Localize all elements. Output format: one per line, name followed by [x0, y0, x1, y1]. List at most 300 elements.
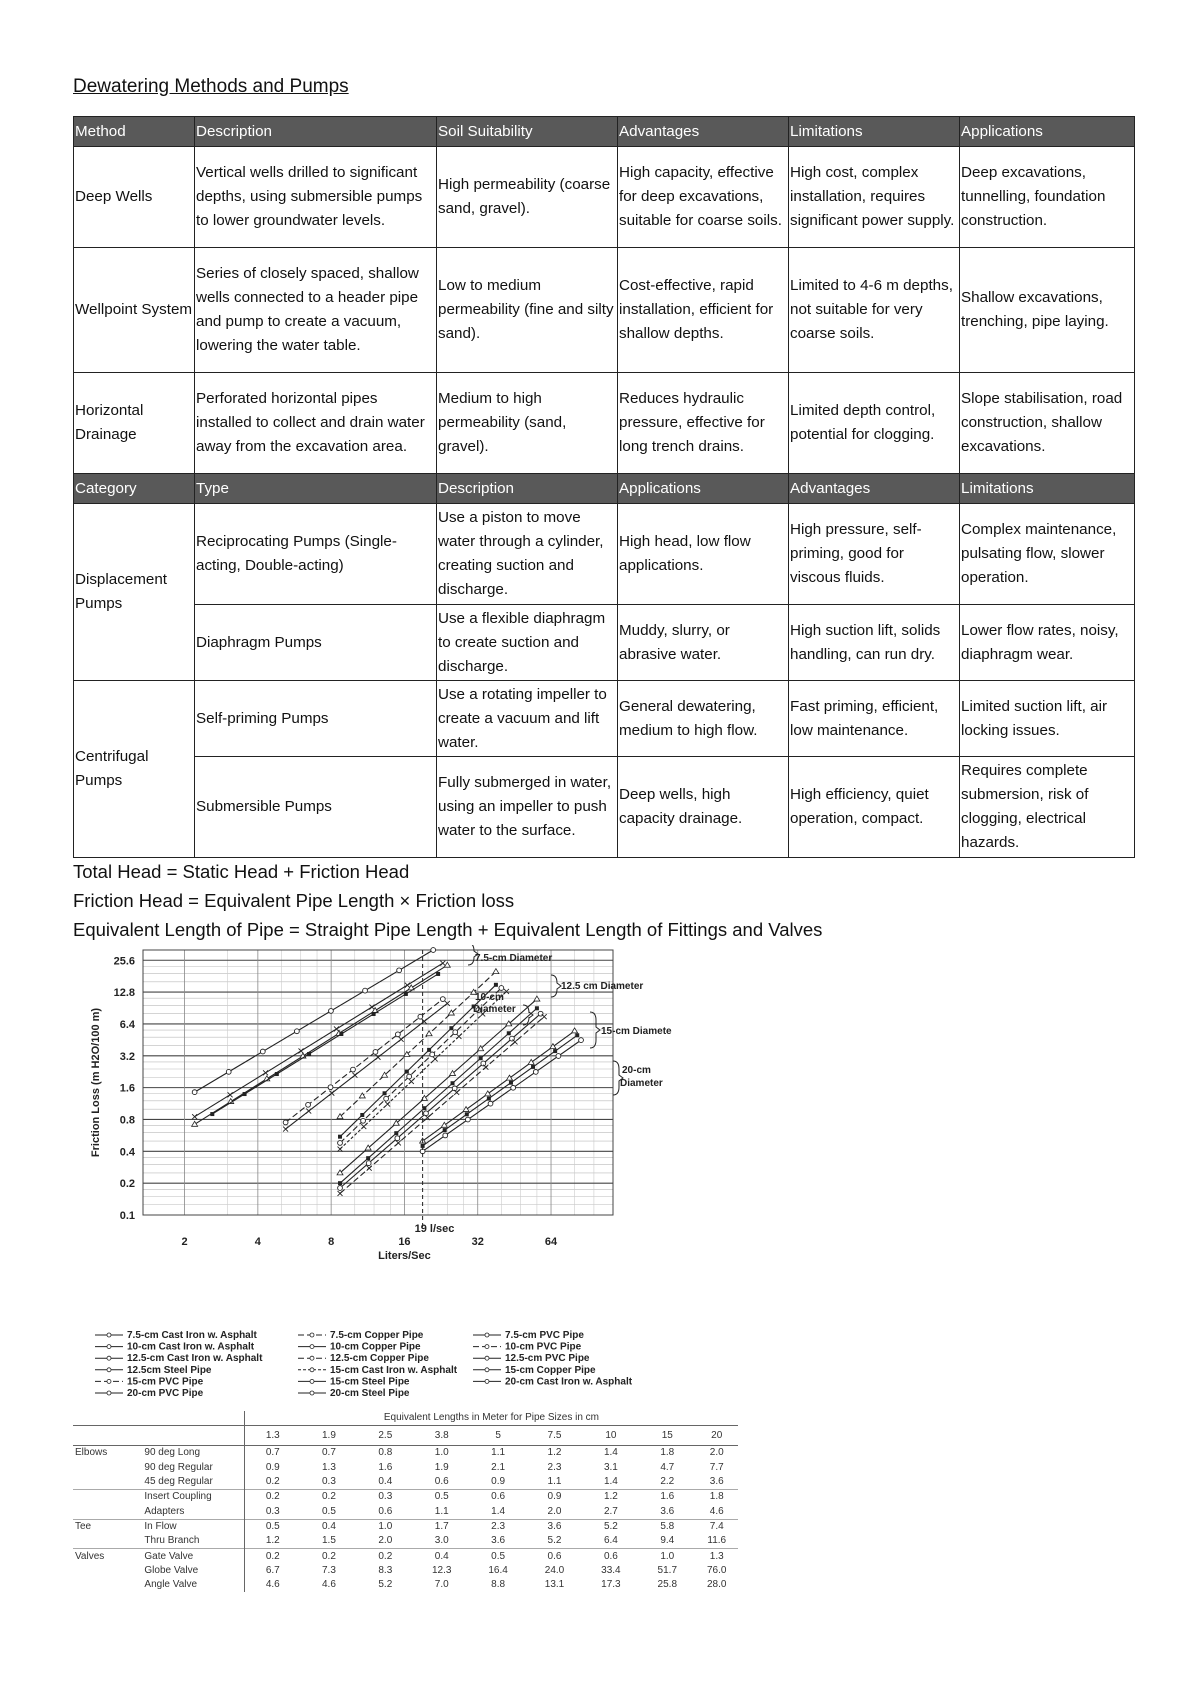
equiv-length-value: 1.0	[357, 1519, 413, 1534]
header-advantages: Advantages	[618, 117, 789, 147]
pump-limitations: Limited suction lift, air locking issues.	[960, 681, 1135, 757]
fitting-name: 90 deg Regular	[142, 1461, 244, 1475]
series-marker	[385, 1102, 390, 1107]
series-marker	[363, 988, 368, 993]
formula-equivalent-length: Equivalent Length of Pipe = Straight Pipe Length + Equivalent Length of Fittings and Valves	[73, 919, 823, 940]
pump-category: Displacement Pumps	[74, 504, 195, 681]
method-applications: Shallow excavations, trenching, pipe laying.	[960, 248, 1135, 373]
table-row	[73, 1578, 738, 1592]
legend-entry: 20-cm PVC Pipe	[127, 1388, 204, 1399]
equiv-length-value: 1.8	[695, 1490, 738, 1505]
equiv-length-value: 4.6	[321, 1579, 336, 1591]
series-marker	[338, 1191, 343, 1196]
series-marker	[465, 1112, 469, 1116]
method-name: Horizontal Drainage	[74, 373, 195, 474]
equiv-length-value: 7.7	[709, 1461, 724, 1473]
pump-description: Use a piston to move water through a cylinder, creating suction and discharge.	[437, 504, 618, 605]
equiv-length-value: 1.6	[378, 1461, 393, 1473]
equiv-length-value: 0.9	[526, 1490, 582, 1505]
series-marker	[283, 1127, 288, 1132]
equiv-length-value: 0.6	[434, 1476, 449, 1488]
method-name: Deep Wells	[74, 147, 195, 248]
series-marker	[533, 1069, 538, 1074]
series-marker	[405, 983, 410, 988]
table-row	[74, 373, 1135, 474]
series-marker	[553, 1049, 557, 1053]
equiv-length-value: 5.2	[547, 1535, 562, 1547]
pump-advantages: High suction lift, solids handling, can run dry.	[789, 605, 960, 681]
chart-series	[192, 948, 584, 1196]
series-marker	[334, 1026, 339, 1031]
equiv-length-value: 5.2	[378, 1579, 393, 1591]
equiv-length-value: 7.4	[695, 1519, 738, 1534]
equiv-length-value: 1.6	[639, 1490, 695, 1505]
table-row	[74, 504, 1135, 605]
series-marker	[513, 1039, 518, 1044]
equiv-length-value: 0.5	[470, 1549, 526, 1564]
equiv-length-value: 2.0	[378, 1535, 393, 1547]
header-applications: Applications	[618, 474, 789, 504]
legend-marker	[107, 1391, 111, 1395]
fitting-name: Thru Branch	[142, 1534, 244, 1549]
fitting-group	[73, 1475, 142, 1490]
diameter-label: Diameter	[473, 1004, 516, 1015]
legend-entry: 15-cm Steel Pipe	[330, 1376, 410, 1388]
equiv-length-value: 1.4	[491, 1505, 506, 1517]
y-tick-label: 25.6	[113, 955, 135, 968]
friction-loss-chart	[73, 945, 673, 1405]
legend-marker	[310, 1345, 314, 1349]
series-marker	[226, 1069, 231, 1074]
equiv-length-value: 6.4	[603, 1535, 618, 1547]
legend-marker	[107, 1333, 111, 1337]
series-marker	[433, 1056, 438, 1061]
pump-description: Fully submerged in water, using an impeller to push water to the surface.	[437, 757, 618, 858]
series-marker	[407, 1074, 412, 1079]
table-row	[73, 1504, 738, 1519]
series-marker	[275, 1072, 279, 1076]
pipe-size-header: 3.8	[414, 1426, 470, 1446]
fitting-group	[73, 1564, 142, 1578]
series-marker	[440, 997, 445, 1002]
equiv-length-value: 0.6	[526, 1549, 582, 1564]
y-tick-label: 0.2	[119, 1178, 135, 1191]
fitting-group	[73, 1534, 142, 1549]
series-marker	[338, 1141, 343, 1146]
equiv-length-value: 5.8	[639, 1519, 695, 1534]
series-marker	[534, 996, 540, 1001]
equiv-length-value: 8.3	[378, 1564, 393, 1576]
equiv-length-value: 0.2	[357, 1549, 413, 1564]
pipe-size-header: 10	[583, 1426, 639, 1446]
x-tick-label: 4	[254, 1236, 261, 1248]
equiv-length-value: 13.1	[544, 1579, 565, 1591]
header-limitations: Limitations	[789, 117, 960, 147]
method-advantages: High capacity, effective for deep excavations, suitable for coarse soils.	[618, 147, 789, 248]
pump-limitations: Requires complete submersion, risk of clogging, electrical hazards.	[960, 757, 1135, 858]
equiv-length-value: 16.4	[488, 1564, 508, 1576]
pipe-size-header: 7.5	[526, 1426, 582, 1446]
formula-friction-head: Friction Head = Equivalent Pipe Length × Friction loss	[73, 890, 515, 911]
series-marker	[328, 1085, 333, 1090]
equiv-length-value: 51.7	[657, 1564, 678, 1576]
series-marker	[456, 1034, 461, 1039]
pump-applications: General dewatering, medium to high flow.	[618, 681, 789, 757]
method-soil: Low to medium permeability (fine and silty sand).	[437, 248, 618, 373]
series-marker	[307, 1052, 311, 1056]
equiv-length-value: 1.3	[321, 1461, 336, 1473]
equiv-length-value: 76.0	[707, 1564, 727, 1576]
equiv-length-value: 3.6	[526, 1519, 582, 1534]
pump-type: Submersible Pumps	[195, 757, 437, 858]
table-row	[74, 605, 1135, 681]
series-marker	[535, 1006, 539, 1010]
equiv-length-value: 0.7	[321, 1447, 336, 1459]
method-applications: Deep excavations, tunnelling, foundation construction.	[960, 147, 1135, 248]
fitting-group	[73, 1504, 142, 1519]
series-marker	[511, 1085, 516, 1090]
series-marker	[210, 1112, 214, 1116]
series-marker	[373, 1050, 378, 1055]
pump-applications: Deep wells, high capacity drainage.	[618, 757, 789, 858]
legend-entry: 15-cm Cast Iron w. Asphalt	[330, 1364, 458, 1376]
equiv-length-value: 2.3	[470, 1519, 526, 1534]
equiv-length-value: 0.5	[321, 1505, 336, 1517]
equiv-length-value: 8.8	[491, 1579, 506, 1591]
header-method: Method	[74, 117, 195, 147]
plot-frame	[143, 950, 613, 1215]
equiv-length-value: 3.6	[660, 1505, 675, 1517]
series-marker	[424, 1111, 429, 1116]
header-soil-suitability: Soil Suitability	[437, 117, 618, 147]
equiv-length-value: 7.0	[434, 1579, 449, 1591]
y-tick-label: 0.8	[119, 1114, 135, 1127]
series-marker	[394, 1131, 398, 1135]
header-type: Type	[195, 474, 437, 504]
equiv-length-value: 4.6	[265, 1579, 280, 1591]
method-limitations: Limited to 4-6 m depths, not suitable for very coarse soils.	[789, 248, 960, 373]
equiv-length-value: 1.0	[639, 1549, 695, 1564]
y-tick-label: 0.4	[119, 1146, 135, 1159]
pump-type: Diaphragm Pumps	[195, 605, 437, 681]
series-marker	[366, 1161, 371, 1166]
equiv-length-value: 25.8	[657, 1579, 678, 1591]
legend-marker	[310, 1379, 314, 1383]
equiv-length-value: 12.3	[431, 1564, 452, 1576]
series-marker	[487, 1096, 491, 1100]
equiv-length-value: 1.4	[603, 1476, 618, 1488]
diameter-label: 10-cm	[475, 992, 504, 1003]
diameter-label: 15-cm Diamete	[601, 1026, 672, 1037]
equiv-table-title: Equivalent Lengths in Meter for Pipe Sizes in cm	[383, 1412, 599, 1424]
fitting-name: In Flow	[142, 1519, 244, 1534]
equiv-length-value: 0.6	[470, 1490, 526, 1505]
equiv-length-value: 1.1	[491, 1447, 506, 1459]
series-marker	[507, 1031, 511, 1035]
legend-entry: 7.5-cm Copper Pipe	[330, 1330, 424, 1341]
series-marker	[306, 1102, 311, 1107]
series-marker	[338, 1181, 342, 1185]
y-axis-label: Friction Loss (m H2O/100 m)	[90, 1007, 102, 1158]
equiv-length-value: 7.3	[321, 1564, 336, 1576]
equiv-length-value: 5.2	[583, 1519, 639, 1534]
legend-entry: 20-cm Steel Pipe	[330, 1388, 410, 1399]
fitting-group: Valves	[73, 1549, 142, 1564]
diameter-label: Diameter	[620, 1078, 663, 1089]
equiv-length-value: 11.6	[707, 1535, 727, 1547]
equiv-length-value: 0.3	[265, 1505, 280, 1517]
equiv-length-value: 6.7	[265, 1564, 280, 1576]
equiv-length-value: 1.1	[434, 1505, 449, 1517]
fitting-name: Adapters	[142, 1504, 244, 1519]
legend-marker	[107, 1345, 111, 1349]
series-marker	[451, 1081, 455, 1085]
method-advantages: Cost-effective, rapid installation, efficient for shallow depths.	[618, 248, 789, 373]
series-marker	[579, 1038, 584, 1043]
series-marker	[427, 1048, 431, 1052]
equiv-length-value: 0.3	[357, 1490, 413, 1505]
equiv-length-value: 1.2	[583, 1490, 639, 1505]
diameter-brace	[551, 975, 561, 997]
equiv-length-value: 0.4	[301, 1519, 357, 1534]
series-marker	[395, 1136, 400, 1141]
equiv-length-value: 1.8	[660, 1447, 675, 1459]
series-marker	[418, 1014, 423, 1019]
equiv-length-value: 2.0	[547, 1505, 562, 1517]
pump-type: Self-priming Pumps	[195, 681, 437, 757]
pump-description: Use a flexible diaphragm to create suction and discharge.	[437, 605, 618, 681]
legend-entry: 10-cm Cast Iron w. Asphalt	[127, 1341, 255, 1353]
pump-type: Reciprocating Pumps (Single-acting, Double-acting)	[195, 504, 437, 605]
series-marker	[440, 961, 445, 966]
table-row	[74, 147, 1135, 248]
pumps-header-row	[74, 474, 1135, 504]
equiv-length-value: 0.9	[491, 1476, 506, 1488]
y-tick-label: 3.2	[119, 1050, 135, 1063]
header-applications: Applications	[960, 117, 1135, 147]
equivalent-length-table	[73, 1411, 738, 1592]
header-category: Category	[74, 474, 195, 504]
series-marker	[192, 1090, 197, 1095]
equiv-length-value: 33.4	[601, 1564, 621, 1576]
equiv-length-value: 2.1	[491, 1461, 506, 1473]
header-description: Description	[195, 117, 437, 147]
fitting-group	[73, 1578, 142, 1592]
series-marker	[444, 962, 450, 967]
pump-description: Use a rotating impeller to create a vacuum and lift water.	[437, 681, 618, 757]
equiv-length-value: 1.2	[265, 1535, 280, 1547]
fitting-group	[73, 1461, 142, 1475]
series-marker	[426, 1031, 432, 1036]
equiv-length-value: 2.7	[603, 1505, 618, 1517]
method-description: Series of closely spaced, shallow wells connected to a header pipe and pump to create a vacuum, lowering the water table.	[195, 248, 437, 373]
table-row	[73, 1534, 738, 1549]
method-description: Vertical wells drilled to significant depths, using submersible pumps to lower groundwater levels.	[195, 147, 437, 248]
equiv-length-value: 1.9	[434, 1461, 449, 1473]
series-marker	[192, 1121, 198, 1126]
legend-marker	[107, 1368, 111, 1372]
series-marker	[263, 1070, 268, 1075]
y-tick-label: 12.8	[113, 987, 135, 1000]
equiv-length-value: 1.4	[603, 1447, 618, 1459]
legend-marker	[310, 1333, 314, 1337]
table-row	[73, 1461, 738, 1475]
legend-marker	[485, 1368, 489, 1372]
series-marker	[488, 1101, 493, 1106]
table-row	[73, 1549, 738, 1564]
equiv-length-value: 0.9	[265, 1461, 280, 1473]
pipe-size-header: 1.3	[244, 1426, 300, 1446]
fitting-group: Elbows	[75, 1447, 108, 1459]
table-row	[73, 1490, 738, 1505]
legend-entry: 20-cm Cast Iron w. Asphalt	[505, 1376, 633, 1388]
pump-applications: High head, low flow applications.	[618, 504, 789, 605]
fitting-name: Gate Valve	[142, 1549, 244, 1564]
equiv-length-value: 1.5	[321, 1535, 336, 1547]
equiv-size-row	[73, 1426, 738, 1446]
equiv-length-value: 0.2	[244, 1490, 300, 1505]
pump-advantages: Fast priming, efficient, low maintenance.	[789, 681, 960, 757]
equiv-length-value: 3.6	[709, 1476, 724, 1488]
fitting-name: 90 deg Long	[142, 1446, 244, 1461]
series-marker	[509, 1081, 513, 1085]
pump-category: Centrifugal Pumps	[74, 681, 195, 858]
legend-entry: 15-cm Copper Pipe	[505, 1364, 596, 1376]
series-marker	[499, 986, 504, 991]
method-limitations: High cost, complex installation, requires significant power supply.	[789, 147, 960, 248]
fitting-group	[73, 1490, 142, 1505]
pump-applications: Muddy, slurry, or abrasive water.	[618, 605, 789, 681]
series-marker	[479, 1056, 483, 1060]
equiv-length-value: 0.2	[265, 1476, 280, 1488]
legend-marker	[485, 1345, 489, 1349]
legend-entry: 10-cm PVC Pipe	[505, 1341, 582, 1353]
legend-marker	[485, 1379, 489, 1383]
legend-marker	[310, 1368, 314, 1372]
series-marker	[443, 1128, 447, 1132]
pipe-size-header: 15	[639, 1426, 695, 1446]
fitting-name: Angle Valve	[142, 1578, 244, 1592]
table-row	[74, 248, 1135, 373]
series-marker	[556, 1054, 561, 1059]
method-soil: Medium to high permeability (sand, gravel).	[437, 373, 618, 474]
legend-marker	[310, 1356, 314, 1360]
series-marker	[493, 969, 499, 974]
series-marker	[397, 968, 402, 973]
legend-entry: 7.5-cm PVC Pipe	[505, 1330, 584, 1341]
legend-marker	[485, 1333, 489, 1337]
equiv-title-row	[73, 1411, 738, 1426]
series-marker	[367, 1166, 372, 1171]
series-marker	[294, 1029, 299, 1034]
table-row	[73, 1564, 738, 1578]
x-tick-label: 8	[328, 1236, 335, 1248]
equiv-length-value: 4.6	[709, 1505, 724, 1517]
series-marker	[465, 1117, 470, 1122]
series-marker	[485, 1091, 491, 1096]
legend-entry: 12.5-cm Cast Iron w. Asphalt	[127, 1353, 263, 1365]
table-row	[74, 757, 1135, 858]
equiv-length-value: 0.4	[414, 1549, 470, 1564]
legend-entry: 10-cm Copper Pipe	[330, 1341, 421, 1353]
series-marker	[384, 1096, 389, 1101]
series-marker	[443, 1133, 448, 1138]
x-tick-label: 2	[181, 1236, 188, 1248]
equiv-length-value: 2.0	[709, 1447, 724, 1459]
series-marker	[383, 1091, 387, 1095]
fitting-name: Insert Coupling	[142, 1490, 244, 1505]
pipe-size-header: 5	[470, 1426, 526, 1446]
series-marker	[192, 1114, 197, 1119]
method-limitations: Limited depth control, potential for clogging.	[789, 373, 960, 474]
equiv-length-value: 0.6	[583, 1549, 639, 1564]
series-marker	[449, 1026, 453, 1030]
series-marker	[338, 1186, 343, 1191]
y-tick-label: 1.6	[119, 1082, 135, 1095]
equiv-length-value: 0.4	[378, 1476, 393, 1488]
equiv-length-value: 0.6	[378, 1505, 393, 1517]
x-tick-label: 32	[471, 1236, 484, 1248]
chart-legend	[95, 1330, 633, 1399]
chart-grid	[143, 950, 613, 1215]
table-row	[73, 1446, 738, 1461]
diameter-label: 12.5 cm Diameter	[561, 981, 644, 992]
series-marker	[531, 1065, 535, 1069]
equiv-length-value: 0.7	[265, 1447, 280, 1459]
series-marker	[542, 1014, 547, 1019]
series-marker	[504, 989, 509, 994]
equiv-length-value: 0.3	[321, 1476, 336, 1488]
series-marker	[339, 1032, 343, 1036]
series-marker	[283, 1120, 288, 1125]
method-advantages: Reduces hydraulic pressure, effective for long trench drains.	[618, 373, 789, 474]
header-advantages: Advantages	[789, 474, 960, 504]
series-marker	[366, 1156, 370, 1160]
methods-header-row	[74, 117, 1135, 147]
method-applications: Slope stabilisation, road construction, shallow excavations.	[960, 373, 1135, 474]
table-row	[73, 1475, 738, 1490]
series-marker	[430, 1052, 435, 1057]
series-marker	[228, 1092, 233, 1097]
header-description: Description	[437, 474, 618, 504]
series-marker	[494, 983, 498, 987]
legend-entry: 15-cm PVC Pipe	[127, 1376, 204, 1388]
x-tick-label: 64	[544, 1236, 558, 1248]
series-marker	[436, 972, 440, 976]
legend-marker	[310, 1391, 314, 1395]
pump-advantages: High efficiency, quiet operation, compact.	[789, 757, 960, 858]
equiv-length-value: 4.7	[660, 1461, 675, 1473]
y-tick-label: 6.4	[119, 1018, 135, 1031]
equiv-length-value: 2.3	[547, 1461, 562, 1473]
series-marker	[338, 1135, 342, 1139]
methods-table	[73, 116, 1135, 858]
legend-marker	[107, 1356, 111, 1360]
pump-limitations: Lower flow rates, noisy, diaphragm wear.	[960, 605, 1135, 681]
series-marker	[243, 1092, 247, 1096]
equiv-length-value: 0.5	[414, 1490, 470, 1505]
series-marker	[360, 1113, 364, 1117]
equiv-length-value: 3.1	[603, 1461, 618, 1473]
legend-entry: 12.5-cm PVC Pipe	[505, 1353, 590, 1365]
diameter-label: 7.5-cm Diameter	[475, 953, 553, 964]
equiv-length-value: 0.8	[378, 1447, 393, 1459]
series-marker	[329, 1091, 334, 1096]
method-name: Wellpoint System	[74, 248, 195, 373]
series-marker	[454, 1090, 459, 1095]
pipe-size-header: 1.9	[301, 1426, 357, 1446]
legend-entry: 12.5cm Steel Pipe	[127, 1364, 212, 1376]
